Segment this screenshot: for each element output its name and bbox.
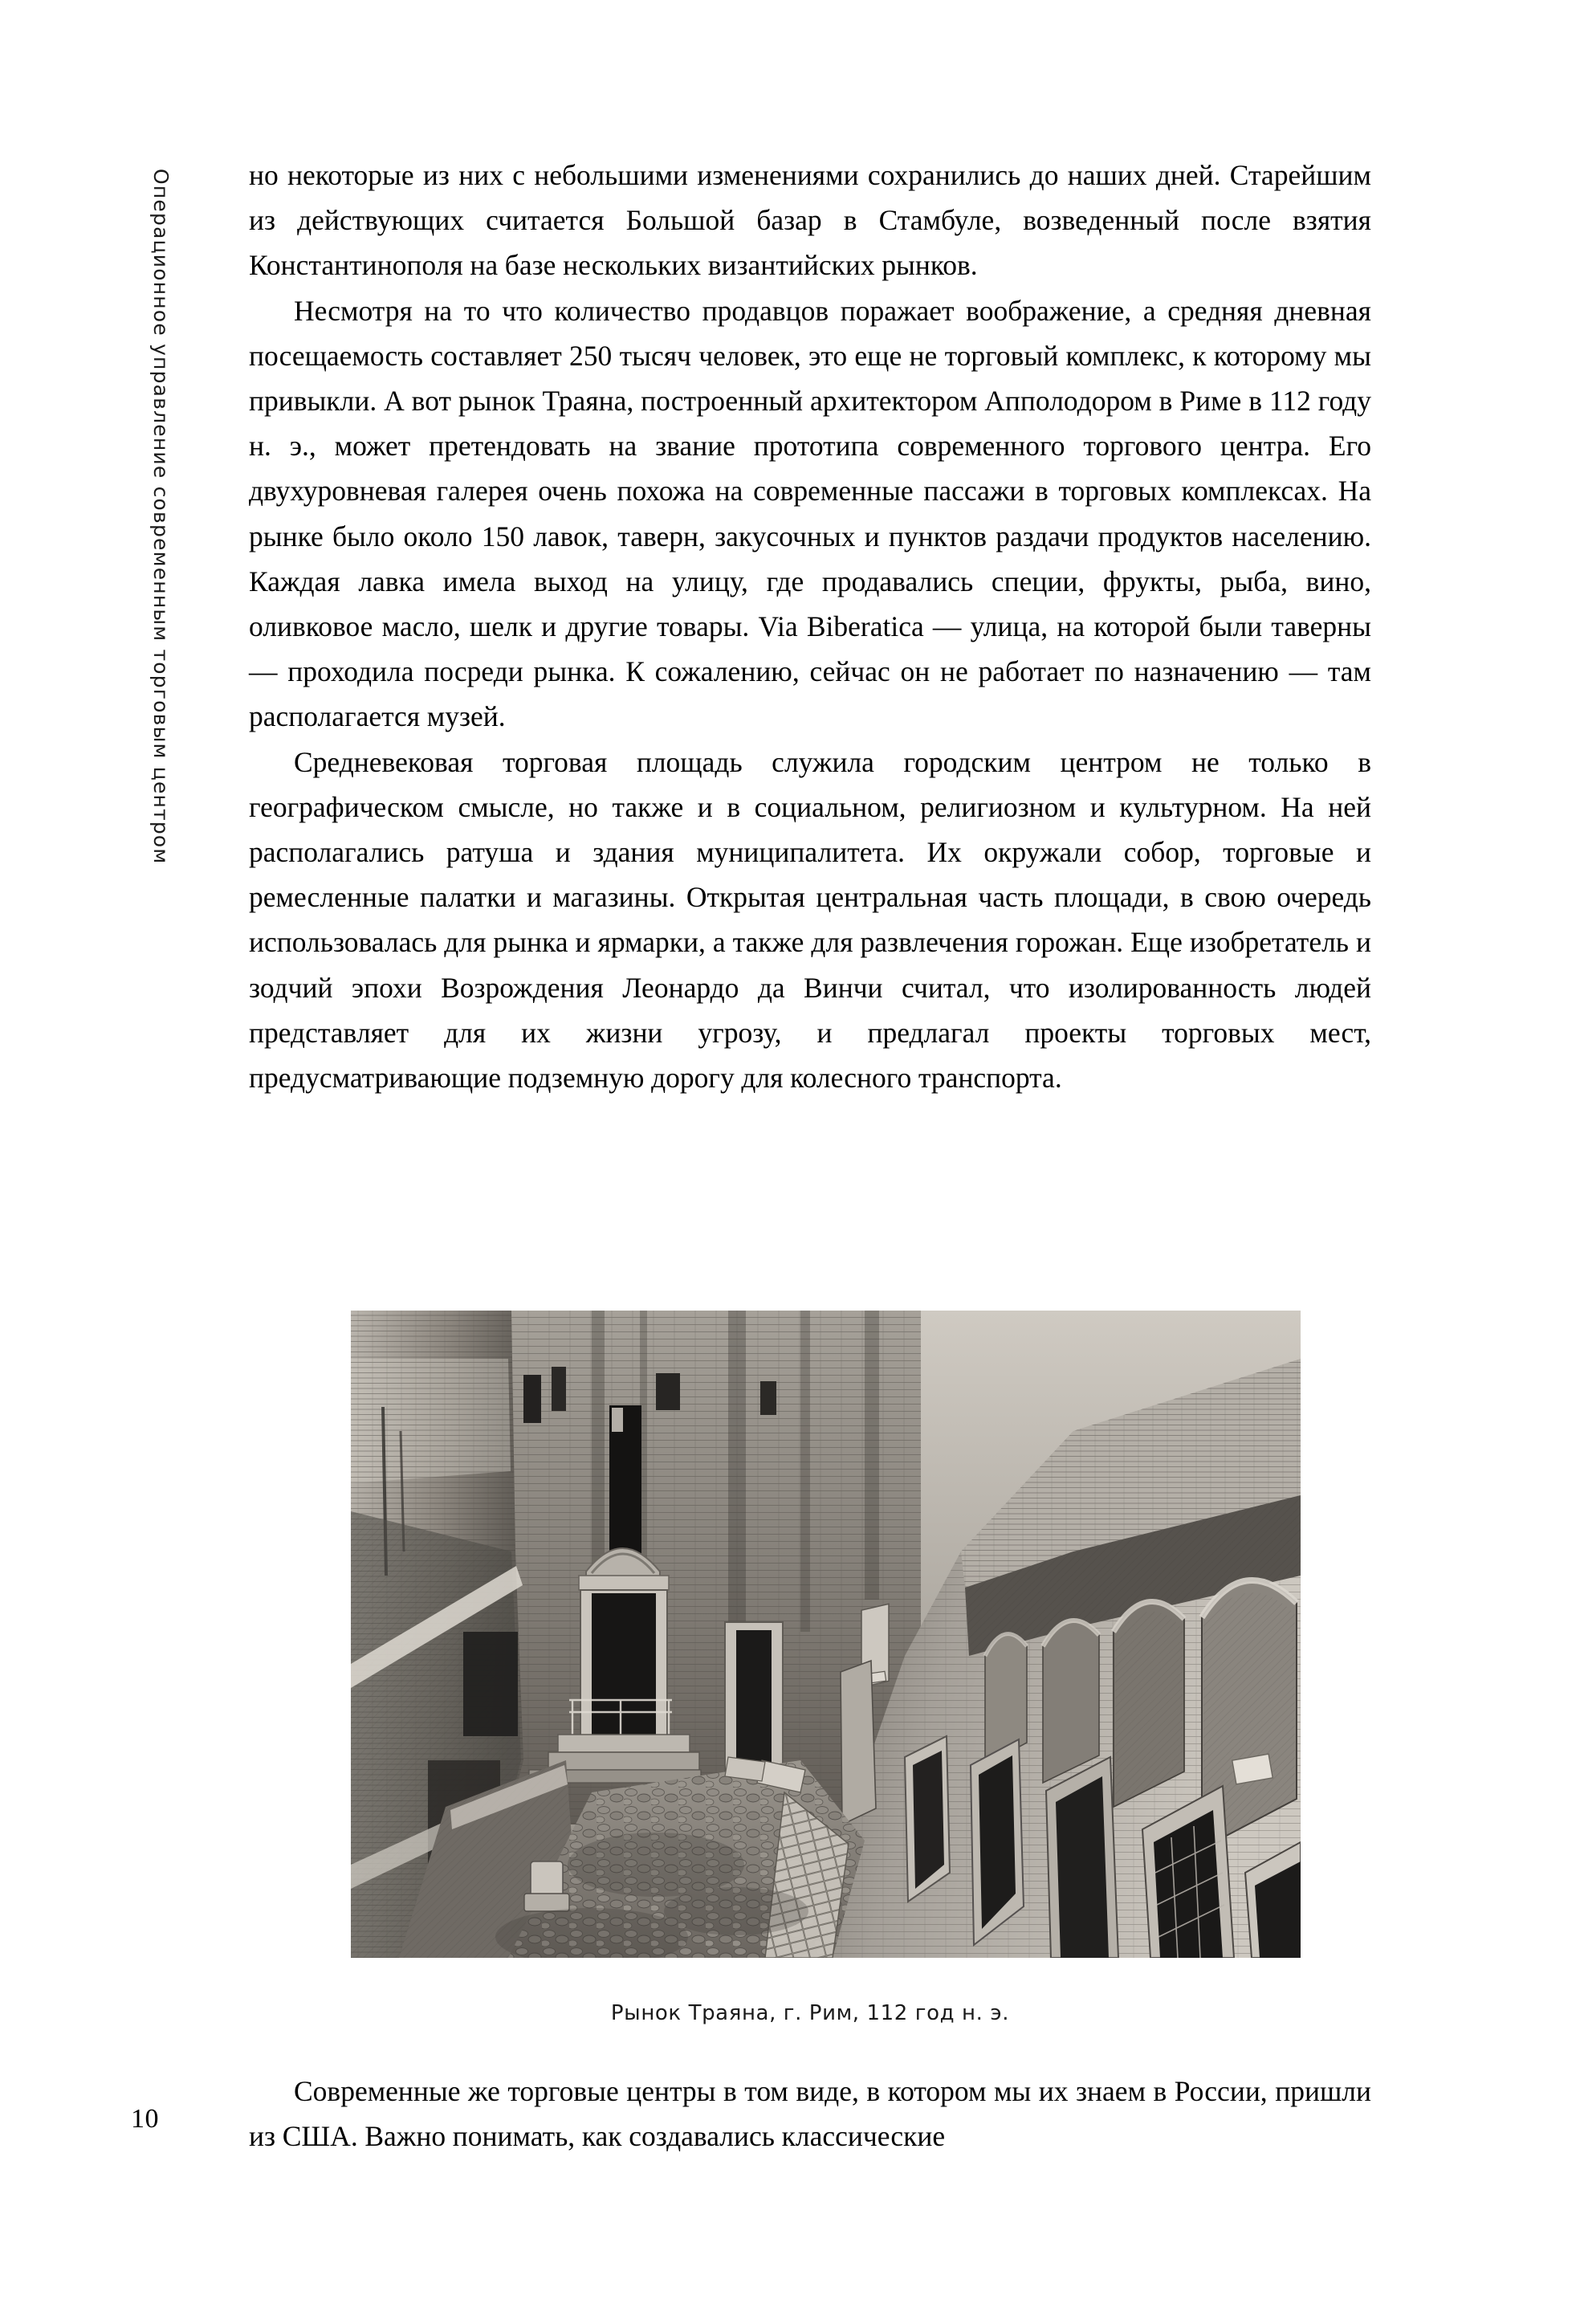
page-number: 10 — [131, 2104, 159, 2134]
paragraph-continued: но некоторые из них с небольшими изменениями сохранились до наших дней. Старейшим из действующих считается Большой базар в Стамбуле, возведенный после взятия Константинополя на базе нескольких византийских рынков. — [249, 159, 1371, 282]
figure-caption: Рынок Траяна, г. Рим, 112 год н. э. — [610, 2001, 1010, 2025]
paragraph-medieval-square: Средневековая торговая площадь служила городским центром не только в географическом смысле, но также и в социальном, религиозном и культурном. На ней располагались ратуша и здания муниципалитета. Их окружали собор, торговые и ремесленные палатки и магазины. Открытая центральная часть площади, в свою очередь использовалась для рынка и ярмарки, а также для развлечения горожан. Еще изобретатель и зодчий эпохи Возрождения Леонардо да Винчи считал, что изолированность людей представляет для их жизни угрозу, и предлагал проекты торговых мест, предусматривающие подземную дорогу для колесного транспорта. — [249, 745, 1371, 1095]
photo-trajan-market-ruins — [351, 1311, 1301, 1958]
paragraph-trajan-market: Несмотря на то что количество продавцов поражает воображение, а средняя дневная посещаемость составляет 250 тысяч человек, это еще не торговый комплекс, к которому мы привыкли. А вот рынок Траяна, построенный архитектором Апполодором в Риме в 112 году н. э., может претендовать на звание прототипа современного торгового центра. Его двухуровневая галерея очень похожа на современные пассажи в торговых комплексах. На рынке было около 150 лавок, таверн, закусочных и пунктов раздачи продуктов населению. Каждая лавка имела выход на улицу, где продавались специи, фрукты, рыба, вино, оливковое масло, шелк и другие товары. Via Biberatica — улица, на которой были таверны — проходила посреди рынка. К сожалению, сейчас он не работает по назначению — там располагается музей. — [249, 294, 1371, 733]
running-head: Операционное управление современным торговым центром — [149, 169, 173, 865]
figure-trajan-market — [351, 1311, 1301, 1958]
main-text-column — [249, 153, 1371, 1100]
paragraph-modern-malls: Современные же торговые центры в том виде, в котором мы их знаем в России, пришли из США. Важно понимать, как создавались классические — [249, 2075, 1371, 2153]
bottom-text-column — [249, 2069, 1371, 2159]
